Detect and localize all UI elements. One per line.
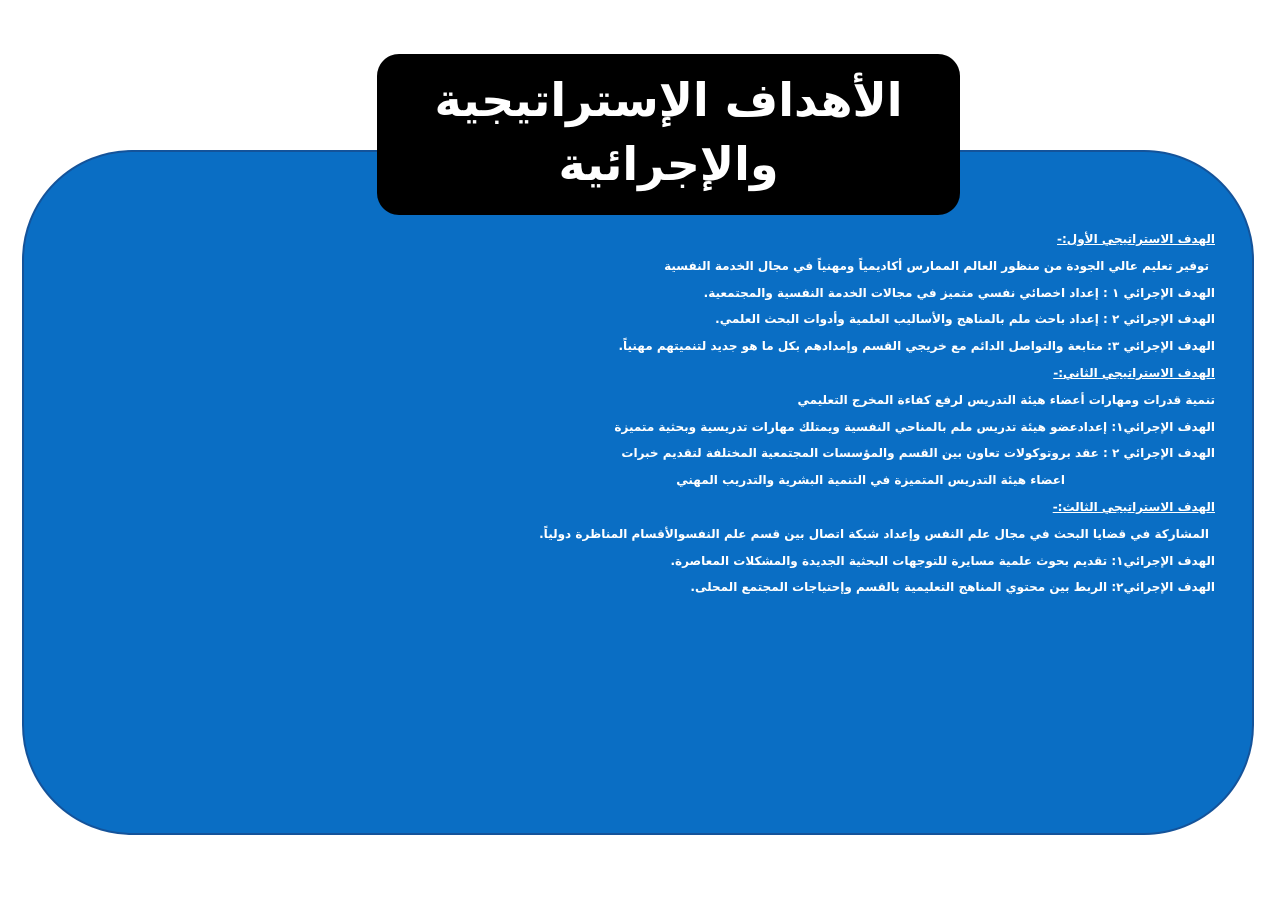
procedural-goal-3-1: الهدف الإجرائي١: تقديم بحوث علمية مسايرة للتوجهات البحثية الجديدة والمشكلات المعاصرة. [670,553,1215,568]
procedural-goal-1-1: الهدف الإجرائي ١ : إعداد اخصائي نفسي متميز في مجالات الخدمة النفسية والمجتمعية. [703,285,1215,300]
strategic-goal-3-heading: الهدف الاستراتيجي الثالث:- [1052,499,1215,514]
strategic-goal-1-heading: الهدف الاستراتيجي الأول:- [1057,232,1215,246]
strategic-goal-3-statement: المشاركة في قضايا البحث في مجال علم النفس وإعداد شبكة اتصال بين قسم علم النفسوالأقسام المناظرة دولياً. [539,526,1209,541]
title-line-1: الأهداف الإستراتيجية [434,73,903,127]
strategic-goal-2-heading: الهدف الاستراتيجي الثاني:- [1053,365,1215,380]
procedural-goal-3-2: الهدف الإجرائي٢: الربط بين محتوي المناهج التعليمية بالقسم وإحتياجات المجتمع المحلى. [690,580,1215,595]
title-banner [377,54,960,215]
procedural-goal-2-2: الهدف الإجرائي ٢ : عقد بروتوكولات تعاون بين القسم والمؤسسات المجتمعية المختلفة لتقديم خبرات [621,446,1215,461]
procedural-goal-2-2-continued: اعضاء هيئة التدريس المتميزة في التنمية البشرية والتدريب المهني [676,473,1065,488]
goals-content [45,226,1215,601]
procedural-goal-2-1: الهدف الإجرائي١: إعدادعضو هيئة تدريس ملم بالمناحي النفسية ويمتلك مهارات تدريسية وبحثية متميزة [614,419,1215,434]
procedural-goal-1-3: الهدف الإجرائي ٣: متابعة والتواصل الدائم مع خريجي القسم وإمدادهم بكل ما هو جديد لتنميتهم مهنياً. [618,339,1215,354]
strategic-goal-1-statement: توفير تعليم عالي الجودة من منظور العالم الممارس أكاديمياً ومهنياً في مجال الخدمة النفسية [664,258,1209,273]
procedural-goal-1-2: الهدف الإجرائي ٢ : إعداد باحث ملم بالمناهج والأساليب العلمية وأدوات البحث العلمي. [715,312,1215,327]
title-line-2: والإجرائية [558,137,779,191]
strategic-goal-2-statement: تنمية قدرات ومهارات أعضاء هيئة التدريس لرفع كفاءة المخرج التعليمي [797,392,1215,407]
